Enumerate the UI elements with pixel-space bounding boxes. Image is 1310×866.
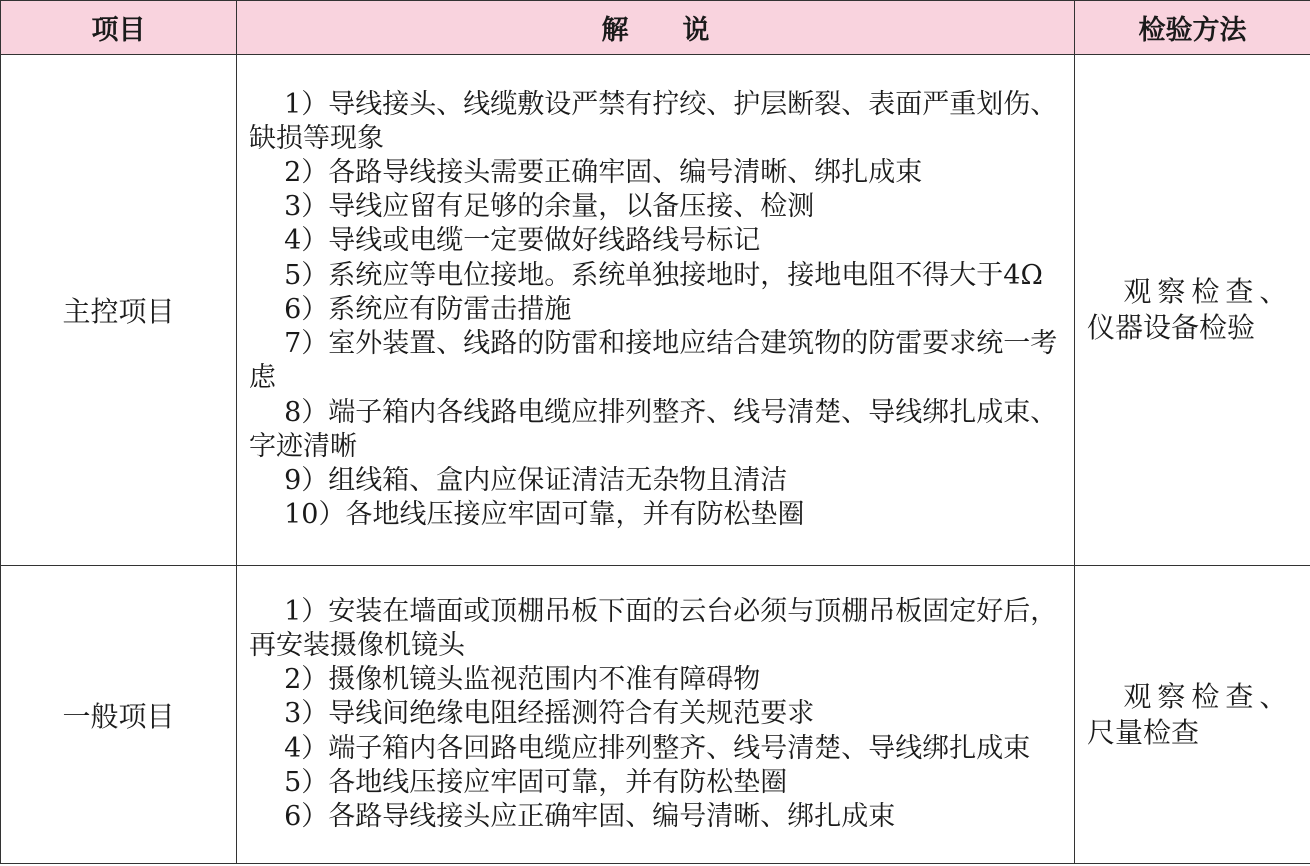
header-method: 检验方法 — [1075, 1, 1310, 55]
method-cell — [1075, 55, 1310, 566]
list-item: 4）端子箱内各回路电缆应排列整齐、线号清楚、导线绑扎成束 — [284, 732, 1031, 764]
list-item: 4）导线或电缆一定要做好线路线号标记 — [284, 225, 761, 257]
table-row — [1, 566, 1310, 864]
list-item: 1）导线接头、线缆敷设严禁有拧绞、护层断裂、表面严重划伤、缺损等现象 — [249, 88, 1058, 154]
header-item: 项目 — [1, 1, 237, 55]
method-line: 仪器设备检验 — [1087, 311, 1256, 344]
list-item: 1）安装在墙面或顶棚吊板下面的云台必须与顶棚吊板固定好后，再安装摄像机镜头 — [249, 595, 1058, 661]
method-line: 尺量检查 — [1087, 715, 1200, 749]
list-item: 2）各路导线接头需要正确牢固、编号清晰、绑扎成束 — [284, 157, 923, 189]
item-cell: 一般项目 — [1, 566, 237, 864]
description-cell — [237, 566, 1075, 864]
list-item: 10）各地线压接应牢固可靠，并有防松垫圈 — [284, 499, 805, 531]
list-item: 2）摄像机镜头监视范围内不准有障碍物 — [284, 664, 761, 696]
method-cell — [1075, 566, 1310, 864]
header-row — [1, 1, 1310, 55]
list-item: 5）各地线压接应牢固可靠，并有防松垫圈 — [284, 766, 788, 798]
description-cell — [237, 55, 1075, 566]
list-item: 6）系统应有防雷击措施 — [284, 293, 572, 325]
method-line: 观察检查、 — [1123, 275, 1294, 308]
list-item: 5）系统应等电位接地。系统单独接地时，接地电阻不得大于4Ω — [284, 259, 1043, 291]
header-description: 解 说 — [237, 1, 1075, 55]
item-cell: 主控项目 — [1, 55, 237, 566]
list-item: 8）端子箱内各线路电缆应排列整齐、线号清楚、导线绑扎成束、字迹清晰 — [249, 396, 1058, 462]
list-item: 3）导线间绝缘电阻经摇测符合有关规范要求 — [284, 698, 815, 730]
method-line: 观察检查、 — [1123, 679, 1294, 713]
list-item: 9）组线箱、盒内应保证清洁无杂物且清洁 — [284, 464, 788, 496]
list-item: 3）导线应留有足够的余量，以备压接、检测 — [284, 191, 815, 223]
table-row — [1, 55, 1310, 566]
list-item: 6）各路导线接头应正确牢固、编号清晰、绑扎成束 — [284, 801, 896, 832]
list-item: 7）室外装置、线路的防雷和接地应结合建筑物的防雷要求统一考虑 — [249, 328, 1058, 394]
